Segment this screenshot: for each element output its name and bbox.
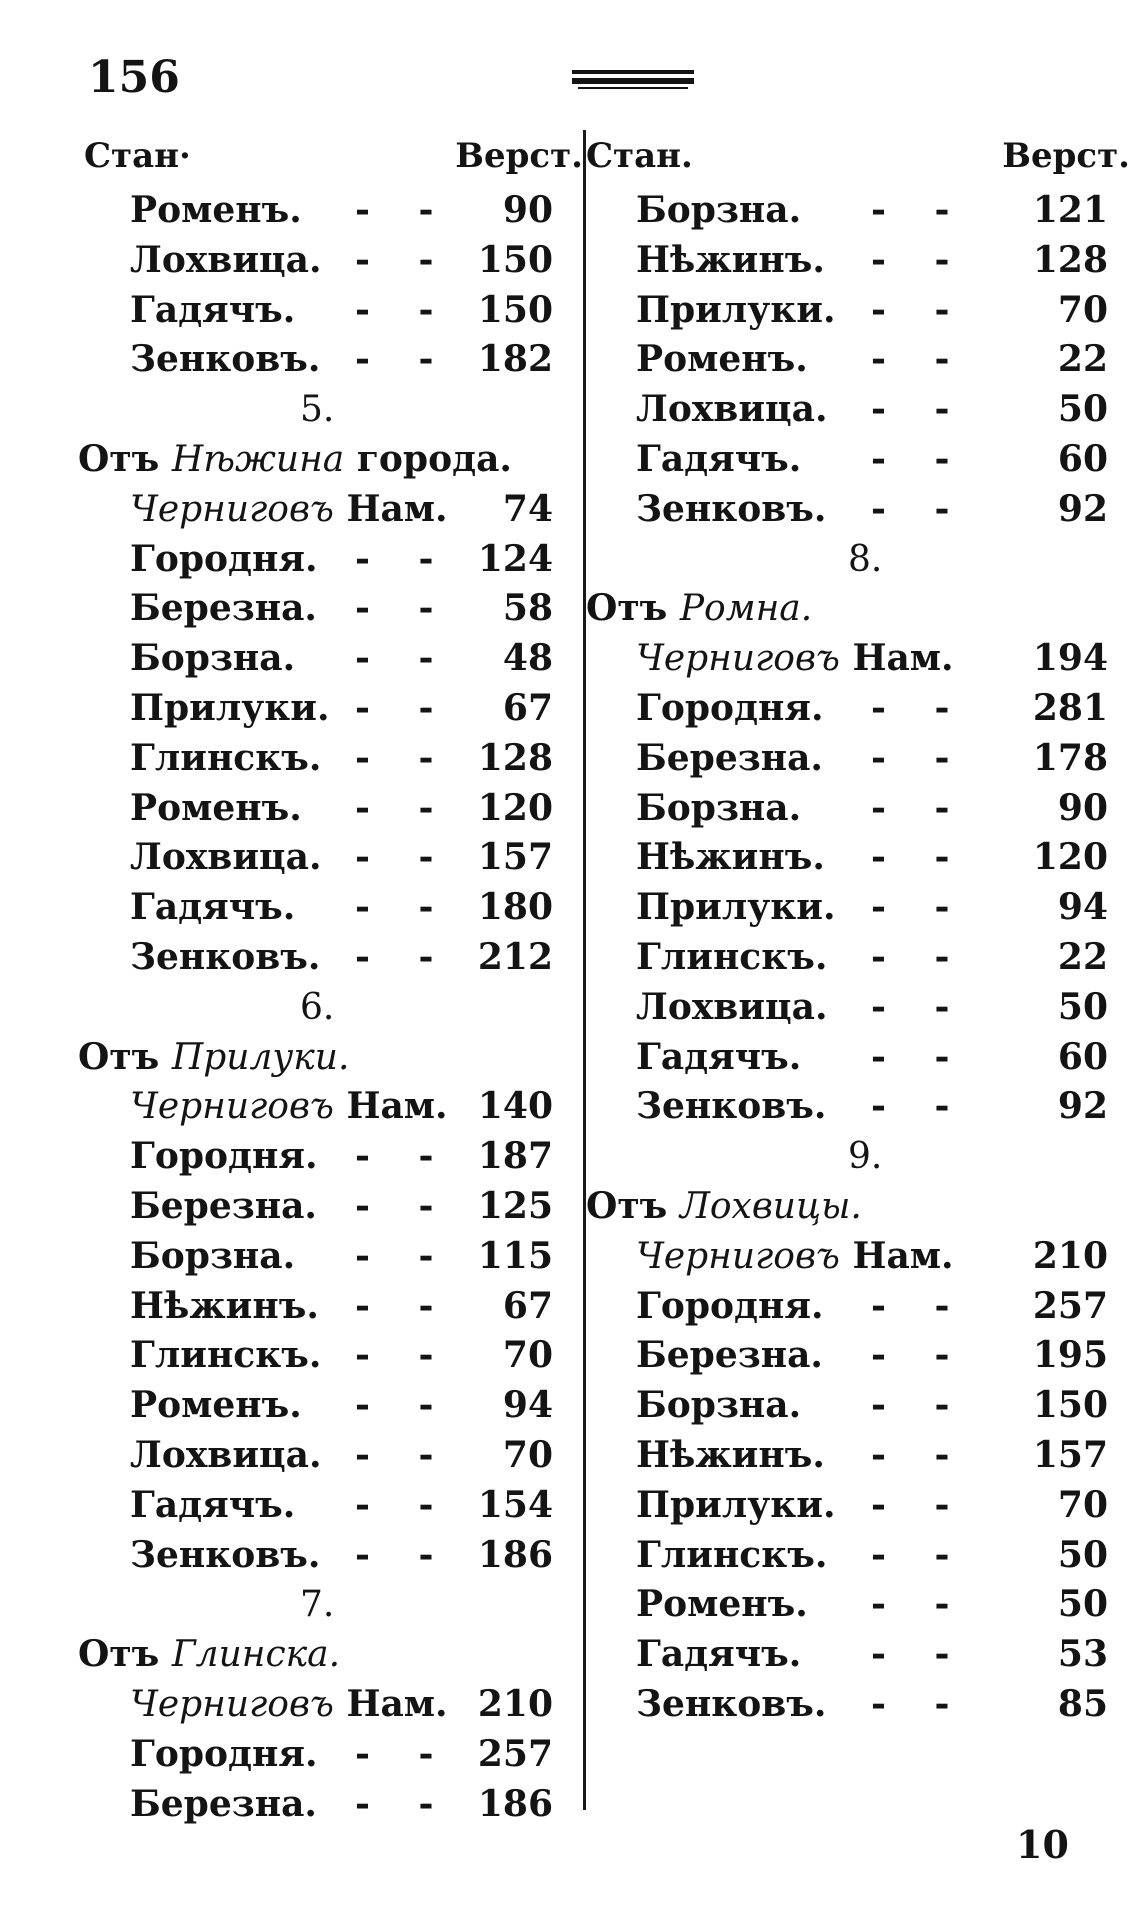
distance-row <box>0 1232 583 1282</box>
distance-value: 212 <box>477 935 553 978</box>
dash-leader: - - <box>871 786 968 829</box>
dash-leader: - - <box>871 1284 968 1327</box>
from-city: Ромна. <box>679 588 813 630</box>
town-name: Роменъ. <box>130 786 302 829</box>
dash-leader: - - <box>871 487 968 530</box>
distance-row <box>586 634 1140 684</box>
dash-leader: - - <box>355 1284 452 1327</box>
distance-value: 22 <box>1057 935 1108 978</box>
dash-leader: - - <box>871 985 968 1028</box>
town-name: Роменъ. <box>130 1384 302 1427</box>
distance-value: 154 <box>477 1483 553 1526</box>
from-city: Прилуки. <box>171 1036 350 1078</box>
dash-leader: - - <box>355 686 452 729</box>
section-number: 8. <box>848 538 883 580</box>
dash-leader: - - <box>355 238 452 281</box>
from-city-heading <box>0 1630 583 1680</box>
dash-leader: - - <box>355 935 452 978</box>
distance-row <box>0 1481 583 1531</box>
town-name <box>130 1680 448 1730</box>
distance-row <box>586 1033 1140 1083</box>
distance-row <box>0 1431 583 1481</box>
distance-row <box>0 186 583 236</box>
from-prefix: Отъ <box>78 1035 160 1078</box>
town-name: Лохвица. <box>130 238 322 281</box>
left-column-header <box>0 130 583 186</box>
dash-leader: - - <box>355 189 452 231</box>
distance-row <box>586 1232 1140 1282</box>
distance-value: 194 <box>1032 637 1108 680</box>
dash-leader: - - <box>871 1483 968 1526</box>
distance-row <box>0 1531 583 1581</box>
distance-value: 257 <box>477 1732 553 1775</box>
distance-row <box>0 1381 583 1431</box>
distance-value: 48 <box>502 637 553 680</box>
distance-row <box>586 1531 1140 1581</box>
distance-value: 70 <box>502 1433 553 1476</box>
right-top-rows <box>586 186 1140 535</box>
section-number: 9. <box>848 1136 883 1178</box>
from-city-heading <box>586 584 1140 634</box>
distance-value: 60 <box>1057 437 1108 480</box>
dash-leader: - - <box>355 1334 452 1377</box>
distance-value: 92 <box>1057 487 1108 530</box>
section-number: 5. <box>300 389 335 431</box>
distance-row <box>0 933 583 983</box>
dash-leader: - - <box>355 637 452 680</box>
dash-leader: - - <box>871 836 968 879</box>
town-name: Лохвица. <box>130 1433 322 1476</box>
town-name: Зенковъ. <box>130 935 321 978</box>
distance-row <box>586 435 1140 485</box>
town-name: Березна. <box>130 587 317 630</box>
town-name: Городня. <box>130 1135 318 1178</box>
from-city: Глинска. <box>171 1634 341 1676</box>
dash-leader: - - <box>355 1483 452 1526</box>
dash-leader: - - <box>355 537 452 580</box>
section-number: 6. <box>300 986 335 1028</box>
distance-row <box>586 1082 1140 1132</box>
town-name <box>636 634 954 684</box>
town-name: Борзна. <box>130 637 296 680</box>
distance-value: 90 <box>502 189 553 231</box>
distance-value: 94 <box>502 1384 553 1427</box>
page-number: 156 <box>88 52 180 103</box>
town-name: Березна. <box>636 1334 823 1377</box>
dash-leader: - - <box>871 388 968 431</box>
distance-value: 70 <box>1057 288 1108 331</box>
distance-row <box>586 1481 1140 1531</box>
from-prefix: Отъ <box>78 1633 160 1676</box>
header-ornament-rule <box>572 70 694 92</box>
dash-leader: - - <box>355 1433 452 1476</box>
town-name: Глинскъ. <box>636 1533 828 1576</box>
verst-header: Верст. <box>1002 136 1130 176</box>
dash-leader: - - <box>871 1433 968 1476</box>
right-column-header <box>586 130 1140 186</box>
town-name: Зенковъ. <box>130 338 321 381</box>
distance-value: 128 <box>1032 238 1108 281</box>
dash-leader: - - <box>355 1732 452 1775</box>
distance-row <box>586 784 1140 834</box>
distance-row <box>0 1132 583 1182</box>
town-name <box>636 1232 954 1282</box>
town-name: Борзна. <box>636 189 802 231</box>
dash-leader: - - <box>871 1035 968 1078</box>
town-name-italic: Черниговъ <box>130 1683 334 1725</box>
town-name: Прилуки. <box>130 686 330 729</box>
distance-value: 150 <box>477 288 553 331</box>
right-column <box>586 130 1140 1730</box>
dash-leader: - - <box>871 189 968 231</box>
distance-value: 178 <box>1032 736 1108 779</box>
distance-row <box>586 883 1140 933</box>
town-name: Городня. <box>130 1732 318 1775</box>
town-name: Прилуки. <box>636 1483 836 1526</box>
town-name: Городня. <box>130 537 318 580</box>
town-name: Гадячъ. <box>636 1633 802 1676</box>
dash-leader: - - <box>355 886 452 929</box>
dash-leader: - - <box>355 587 452 630</box>
town-name: Зенковъ. <box>636 1085 827 1128</box>
left-top-rows <box>0 186 583 385</box>
dash-leader: - - <box>871 1085 968 1128</box>
town-name: Лохвица. <box>130 836 322 879</box>
from-city-heading <box>0 435 583 485</box>
dash-leader: - - <box>355 288 452 331</box>
dash-leader: - - <box>871 1682 968 1725</box>
dash-leader: - - <box>355 1234 452 1277</box>
dash-leader: - - <box>355 786 452 829</box>
from-suffix: города. <box>356 437 512 480</box>
distance-value: 124 <box>477 537 553 580</box>
distance-row <box>586 983 1140 1033</box>
distance-value: 50 <box>1057 1583 1108 1626</box>
right-sections <box>586 535 1140 1730</box>
station-header: Стан. <box>586 136 693 176</box>
distance-row <box>0 734 583 784</box>
town-name: Зенковъ. <box>636 1682 827 1725</box>
town-name: Гадячъ. <box>130 1483 296 1526</box>
town-name: Городня. <box>636 686 824 729</box>
distance-row <box>0 1182 583 1232</box>
town-name: Роменъ. <box>636 338 808 381</box>
from-prefix: Отъ <box>586 1184 668 1227</box>
town-name-italic: Черниговъ <box>130 1086 334 1128</box>
dash-leader: - - <box>871 1384 968 1427</box>
distance-value: 186 <box>477 1533 553 1576</box>
left-column <box>0 130 583 1829</box>
distance-value: 120 <box>1032 836 1108 879</box>
distance-row <box>586 186 1140 236</box>
left-sections <box>0 385 583 1829</box>
distance-value: 90 <box>1057 786 1108 829</box>
distance-row <box>586 1282 1140 1332</box>
town-name: Гадячъ. <box>130 288 296 331</box>
distance-row <box>0 634 583 684</box>
nam-abbreviation: Нам. <box>852 1234 954 1277</box>
town-name: Гадячъ. <box>636 437 802 480</box>
station-header: Стан· <box>84 136 191 176</box>
distance-row <box>586 485 1140 535</box>
distance-value: 125 <box>477 1184 553 1227</box>
distance-row <box>0 1082 583 1132</box>
town-name: Прилуки. <box>636 288 836 331</box>
distance-value: 22 <box>1057 338 1108 381</box>
distance-row <box>586 1381 1140 1431</box>
town-name: Нѣжинъ. <box>636 836 825 879</box>
distance-value: 121 <box>1032 189 1108 231</box>
distance-value: 58 <box>502 587 553 630</box>
town-name: Лохвица. <box>636 985 828 1028</box>
distance-value: 157 <box>1032 1433 1108 1476</box>
town-name: Борзна. <box>636 1384 802 1427</box>
distance-row <box>0 584 583 634</box>
dash-leader: - - <box>355 1184 452 1227</box>
distance-row <box>0 833 583 883</box>
town-name: Глинскъ. <box>130 736 322 779</box>
town-name: Березна. <box>130 1184 317 1227</box>
dash-leader: - - <box>871 288 968 331</box>
distance-row <box>0 236 583 286</box>
nam-abbreviation: Нам. <box>852 637 954 680</box>
distance-value: 128 <box>477 736 553 779</box>
distance-value: 150 <box>1032 1384 1108 1427</box>
town-name: Березна. <box>636 736 823 779</box>
dash-leader: - - <box>871 1533 968 1576</box>
town-name: Глинскъ. <box>130 1334 322 1377</box>
distance-value: 53 <box>1057 1633 1108 1676</box>
dash-leader: - - <box>871 935 968 978</box>
distance-value: 150 <box>477 238 553 281</box>
town-name: Глинскъ. <box>636 935 828 978</box>
distance-value: 210 <box>477 1682 553 1725</box>
verst-header: Верст. <box>455 136 583 176</box>
section-number: 7. <box>300 1584 335 1626</box>
distance-row <box>0 286 583 336</box>
distance-value: 186 <box>477 1782 553 1825</box>
town-name-italic: Черниговъ <box>636 1235 840 1277</box>
dash-leader: - - <box>871 238 968 281</box>
nam-abbreviation: Нам. <box>346 1682 448 1725</box>
town-name: Борзна. <box>130 1234 296 1277</box>
from-city: Нѣжина <box>171 438 345 480</box>
distance-row <box>586 335 1140 385</box>
distance-row <box>0 883 583 933</box>
from-city-heading <box>0 1033 583 1083</box>
distance-row <box>0 1331 583 1381</box>
town-name: Роменъ. <box>636 1583 808 1626</box>
town-name: Нѣжинъ. <box>636 238 825 281</box>
distance-value: 50 <box>1057 388 1108 431</box>
town-name: Зенковъ. <box>130 1533 321 1576</box>
dash-leader: - - <box>871 1583 968 1626</box>
distance-row <box>586 1680 1140 1730</box>
distance-row <box>586 1580 1140 1630</box>
distance-row <box>0 1282 583 1332</box>
town-name <box>130 1082 448 1132</box>
distance-value: 60 <box>1057 1035 1108 1078</box>
from-city: Лохвицы. <box>679 1185 862 1227</box>
dash-leader: - - <box>355 736 452 779</box>
dash-leader: - - <box>355 1135 452 1178</box>
town-name: Березна. <box>130 1782 317 1825</box>
town-name: Роменъ. <box>130 189 302 231</box>
distance-value: 67 <box>502 686 553 729</box>
from-prefix: Отъ <box>78 437 160 480</box>
distance-value: 70 <box>1057 1483 1108 1526</box>
town-name-italic: Черниговъ <box>636 638 840 680</box>
town-name: Прилуки. <box>636 886 836 929</box>
distance-value: 182 <box>477 338 553 381</box>
distance-row <box>0 535 583 585</box>
distance-value: 140 <box>477 1085 553 1128</box>
distance-row <box>586 1630 1140 1680</box>
distance-row <box>586 1331 1140 1381</box>
distance-value: 92 <box>1057 1085 1108 1128</box>
dash-leader: - - <box>871 1633 968 1676</box>
distance-row <box>0 1730 583 1780</box>
town-name: Нѣжинъ. <box>636 1433 825 1476</box>
town-name: Гадячъ. <box>130 886 296 929</box>
distance-value: 115 <box>477 1234 553 1277</box>
dash-leader: - - <box>871 338 968 381</box>
town-name: Лохвица. <box>636 388 828 431</box>
town-name-italic: Черниговъ <box>130 488 334 530</box>
distance-value: 180 <box>477 886 553 929</box>
distance-row <box>0 684 583 734</box>
distance-row <box>586 1431 1140 1481</box>
distance-row <box>586 684 1140 734</box>
distance-row <box>0 784 583 834</box>
town-name: Борзна. <box>636 786 802 829</box>
distance-row <box>586 236 1140 286</box>
distance-value: 281 <box>1032 686 1108 729</box>
distance-value: 50 <box>1057 985 1108 1028</box>
dash-leader: - - <box>871 1334 968 1377</box>
distance-row <box>0 1780 583 1830</box>
town-name: Городня. <box>636 1284 824 1327</box>
distance-value: 67 <box>502 1284 553 1327</box>
dash-leader: - - <box>355 1384 452 1427</box>
catchword: 10 <box>1016 1822 1069 1867</box>
distance-value: 157 <box>477 836 553 879</box>
town-name <box>130 485 448 535</box>
dash-leader: - - <box>871 686 968 729</box>
town-name: Зенковъ. <box>636 487 827 530</box>
dash-leader: - - <box>871 437 968 480</box>
distance-row <box>0 485 583 535</box>
distance-value: 257 <box>1032 1284 1108 1327</box>
distance-row <box>586 833 1140 883</box>
distance-row <box>586 734 1140 784</box>
nam-abbreviation: Нам. <box>346 1085 448 1128</box>
distance-value: 85 <box>1057 1682 1108 1725</box>
nam-abbreviation: Нам. <box>346 487 448 530</box>
distance-value: 187 <box>477 1135 553 1178</box>
dash-leader: - - <box>355 338 452 381</box>
dash-leader: - - <box>355 836 452 879</box>
dash-leader: - - <box>355 1533 452 1576</box>
distance-value: 94 <box>1057 886 1108 929</box>
town-name: Гадячъ. <box>636 1035 802 1078</box>
distance-value: 120 <box>477 786 553 829</box>
dash-leader: - - <box>355 1782 452 1825</box>
distance-row <box>586 385 1140 435</box>
distance-value: 70 <box>502 1334 553 1377</box>
distance-value: 210 <box>1032 1234 1108 1277</box>
from-prefix: Отъ <box>586 587 668 630</box>
distance-row <box>586 933 1140 983</box>
dash-leader: - - <box>871 886 968 929</box>
distance-value: 74 <box>502 487 553 530</box>
from-city-heading <box>586 1182 1140 1232</box>
dash-leader: - - <box>871 736 968 779</box>
distance-value: 50 <box>1057 1533 1108 1576</box>
distance-value: 195 <box>1032 1334 1108 1377</box>
distance-row <box>0 335 583 385</box>
distance-row <box>586 286 1140 336</box>
distance-row <box>0 1680 583 1730</box>
town-name: Нѣжинъ. <box>130 1284 319 1327</box>
